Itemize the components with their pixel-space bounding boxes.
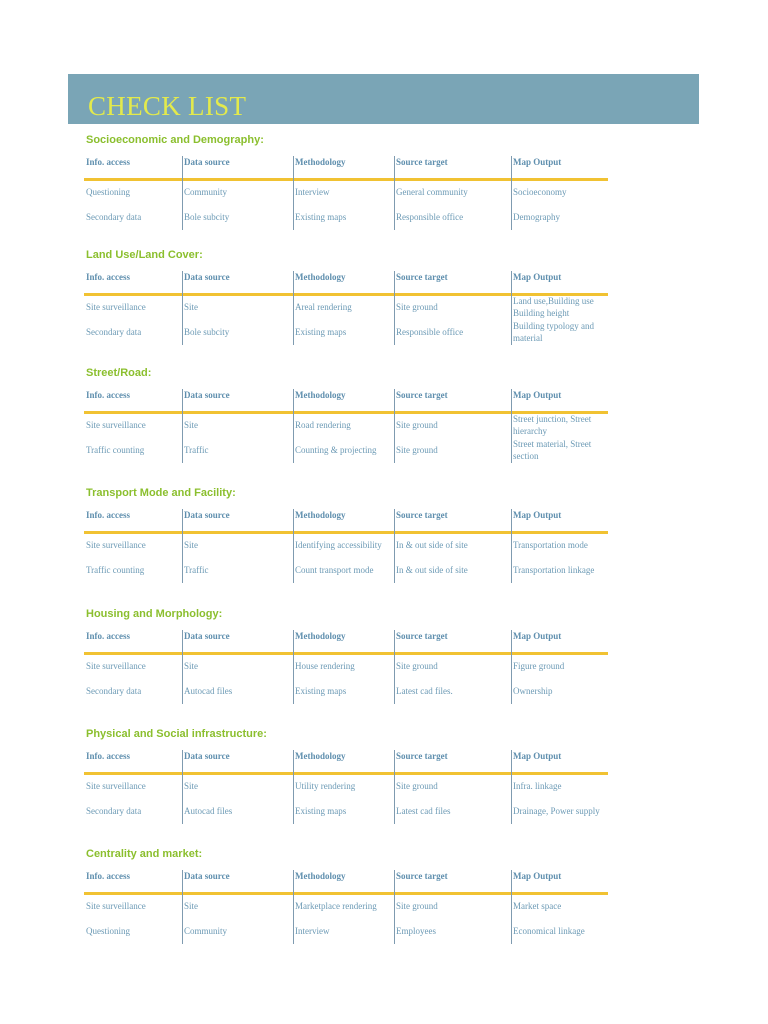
cell-text: Secondary data: [86, 806, 142, 816]
cell-text: Site ground: [396, 901, 438, 911]
column-divider: [511, 509, 512, 583]
column-header: Data source: [184, 510, 230, 520]
checklist-table: [84, 624, 608, 704]
column-header: Info. access: [86, 751, 130, 761]
cell-text: Site: [184, 901, 199, 911]
table-cell: [184, 894, 289, 918]
table-cell: [295, 295, 391, 319]
cell-text: Autocad files: [184, 806, 233, 816]
section-title: Centrality and market:: [86, 848, 203, 860]
table-cell: [513, 205, 608, 229]
table-cell: [295, 533, 391, 557]
section-title: Housing and Morphology:: [86, 608, 223, 620]
cell-text: Interview: [295, 187, 330, 197]
cell-text: Secondary data: [86, 686, 142, 696]
column-header: Data source: [184, 631, 230, 641]
table-cell: [86, 894, 178, 918]
column-header: Info. access: [86, 157, 130, 167]
cell-text: Site: [184, 302, 199, 312]
column-divider: [511, 389, 512, 463]
column-divider: [293, 630, 294, 704]
table-cell: [513, 919, 608, 943]
table-cell: [184, 295, 289, 319]
cell-text: Traffic: [184, 565, 209, 575]
column-header: Source target: [396, 157, 448, 167]
checklist-table: [84, 864, 608, 944]
column-divider: [182, 509, 183, 583]
table-cell: [184, 320, 289, 344]
cell-text: Responsible office: [396, 212, 464, 222]
column-header: Methodology: [295, 871, 346, 881]
table-cell: [295, 894, 391, 918]
column-divider: [182, 750, 183, 824]
table-cell: [184, 774, 289, 798]
cell-text: Site surveillance: [86, 540, 146, 550]
cell-text: Market space: [513, 901, 562, 911]
cell-text: In & out side of site: [396, 540, 468, 550]
column-divider: [293, 750, 294, 824]
cell-text: Bole subcity: [184, 212, 230, 222]
table-cell: [86, 533, 178, 557]
section-title: Socioeconomic and Demography:: [86, 134, 264, 146]
cell-text: Community: [184, 187, 228, 197]
column-divider: [511, 156, 512, 230]
table-cell: [396, 919, 508, 943]
cell-text: Existing maps: [295, 686, 347, 696]
column-header: Data source: [184, 157, 230, 167]
column-divider: [293, 389, 294, 463]
table-cell: [396, 205, 508, 229]
cell-text: Figure ground: [513, 661, 565, 671]
cell-text: Site: [184, 661, 199, 671]
table-cell: [396, 180, 508, 204]
table-cell: [86, 320, 178, 344]
table-cell: [295, 413, 391, 437]
table-cell: [396, 295, 508, 319]
table-cell: [396, 438, 508, 462]
cell-text: Site surveillance: [86, 781, 146, 791]
table-cell: [513, 413, 608, 437]
cell-text: Site: [184, 540, 199, 550]
column-divider: [394, 389, 395, 463]
column-divider: [293, 156, 294, 230]
cell-text: Demography: [513, 212, 560, 222]
table-cell: [184, 558, 289, 582]
table-cell: [396, 774, 508, 798]
table-cell: [86, 558, 178, 582]
table-cell: [513, 679, 608, 703]
cell-text: Responsible office: [396, 327, 464, 337]
cell-text: Traffic counting: [86, 445, 145, 455]
cell-text: In & out side of site: [396, 565, 468, 575]
table-cell: [513, 533, 608, 557]
cell-text: Utility rendering: [295, 781, 356, 791]
table-cell: [295, 774, 391, 798]
cell-text: Questioning: [86, 187, 130, 197]
table-cell: [396, 533, 508, 557]
cell-text: Questioning: [86, 926, 130, 936]
cell-text: Employees: [396, 926, 436, 936]
table-cell: [396, 799, 508, 823]
table-cell: [184, 438, 289, 462]
cell-text: Traffic: [184, 445, 209, 455]
cell-text: Drainage, Power supply: [513, 806, 600, 816]
cell-text: House rendering: [295, 661, 355, 671]
column-header: Source target: [396, 751, 448, 761]
cell-text: Identifying accessibility: [295, 540, 382, 550]
table-cell: [295, 558, 391, 582]
cell-text: Site ground: [396, 420, 438, 430]
checklist-table: [84, 503, 608, 583]
column-header: Methodology: [295, 157, 346, 167]
table-cell: [396, 413, 508, 437]
cell-text: Land use,Building use Building height: [513, 296, 594, 318]
checklist-table: [84, 265, 608, 345]
cell-text: Ownership: [513, 686, 553, 696]
column-header: Map Output: [513, 272, 562, 282]
checklist-table: [84, 150, 608, 230]
cell-text: Building typology and material: [513, 321, 594, 343]
cell-text: Transportation linkage: [513, 565, 595, 575]
cell-text: Site: [184, 420, 199, 430]
table-cell: [86, 413, 178, 437]
cell-text: Traffic counting: [86, 565, 145, 575]
column-header: Map Output: [513, 871, 562, 881]
column-divider: [182, 156, 183, 230]
column-header: Methodology: [295, 751, 346, 761]
table-cell: [86, 774, 178, 798]
column-divider: [511, 271, 512, 345]
cell-text: Secondary data: [86, 327, 142, 337]
column-divider: [182, 870, 183, 944]
column-divider: [394, 630, 395, 704]
column-header: Map Output: [513, 157, 562, 167]
column-header: Source target: [396, 510, 448, 520]
column-divider: [182, 389, 183, 463]
cell-text: Socioeconomy: [513, 187, 567, 197]
cell-text: Street material, Street section: [513, 439, 592, 461]
cell-text: Site ground: [396, 661, 438, 671]
cell-text: Latest cad files: [396, 806, 451, 816]
column-header: Methodology: [295, 272, 346, 282]
table-cell: [184, 533, 289, 557]
section-title: Transport Mode and Facility:: [86, 487, 236, 499]
table-cell: [513, 894, 608, 918]
table-cell: [295, 438, 391, 462]
table-cell: [513, 438, 608, 462]
cell-text: Existing maps: [295, 327, 347, 337]
table-cell: [396, 558, 508, 582]
column-header: Methodology: [295, 390, 346, 400]
cell-text: Community: [184, 926, 228, 936]
table-cell: [184, 919, 289, 943]
column-divider: [293, 509, 294, 583]
table-cell: [295, 180, 391, 204]
table-cell: [86, 679, 178, 703]
table-cell: [295, 205, 391, 229]
cell-text: Transportation mode: [513, 540, 588, 550]
table-cell: [86, 919, 178, 943]
table-cell: [86, 180, 178, 204]
cell-text: General community: [396, 187, 468, 197]
table-cell: [184, 679, 289, 703]
column-header: Methodology: [295, 510, 346, 520]
section-title: Street/Road:: [86, 367, 152, 379]
cell-text: Street junction, Street hierarchy: [513, 414, 592, 436]
cell-text: Marketplace rendering: [295, 901, 377, 911]
column-divider: [394, 271, 395, 345]
page-title: CHECK LIST: [88, 91, 247, 121]
column-header: Data source: [184, 272, 230, 282]
table-cell: [513, 774, 608, 798]
table-cell: [396, 679, 508, 703]
column-divider: [394, 750, 395, 824]
column-divider: [511, 750, 512, 824]
column-header: Info. access: [86, 272, 130, 282]
cell-text: Site surveillance: [86, 901, 146, 911]
table-cell: [86, 205, 178, 229]
column-header: Map Output: [513, 390, 562, 400]
cell-text: Bole subcity: [184, 327, 230, 337]
column-divider: [511, 630, 512, 704]
title-banner: [68, 74, 699, 124]
cell-text: Existing maps: [295, 212, 347, 222]
cell-text: Existing maps: [295, 806, 347, 816]
column-divider: [293, 870, 294, 944]
cell-text: Infra. linkage: [513, 781, 562, 791]
table-cell: [396, 894, 508, 918]
table-cell: [295, 799, 391, 823]
column-header: Data source: [184, 871, 230, 881]
table-cell: [184, 799, 289, 823]
table-cell: [184, 654, 289, 678]
table-cell: [86, 295, 178, 319]
table-cell: [86, 799, 178, 823]
cell-text: Counting & projecting: [295, 445, 377, 455]
column-header: Source target: [396, 390, 448, 400]
table-cell: [295, 320, 391, 344]
table-cell: [513, 558, 608, 582]
table-cell: [396, 320, 508, 344]
table-cell: [513, 320, 608, 344]
cell-text: Areal rendering: [295, 302, 352, 312]
table-cell: [513, 180, 608, 204]
column-header: Source target: [396, 631, 448, 641]
table-cell: [86, 654, 178, 678]
cell-text: Site: [184, 781, 199, 791]
section-title: Physical and Social infrastructure:: [86, 728, 267, 740]
column-divider: [182, 271, 183, 345]
column-header: Info. access: [86, 390, 130, 400]
cell-text: Interview: [295, 926, 330, 936]
table-cell: [295, 679, 391, 703]
column-header: Data source: [184, 751, 230, 761]
table-cell: [513, 295, 608, 319]
table-cell: [184, 413, 289, 437]
cell-text: Latest cad files.: [396, 686, 453, 696]
column-header: Methodology: [295, 631, 346, 641]
column-header: Source target: [396, 272, 448, 282]
cell-text: Site surveillance: [86, 302, 146, 312]
column-divider: [394, 509, 395, 583]
column-divider: [394, 156, 395, 230]
cell-text: Site ground: [396, 302, 438, 312]
table-cell: [295, 654, 391, 678]
table-cell: [513, 654, 608, 678]
column-divider: [394, 870, 395, 944]
column-header: Map Output: [513, 751, 562, 761]
table-cell: [513, 799, 608, 823]
cell-text: Count transport mode: [295, 565, 374, 575]
section-title: Land Use/Land Cover:: [86, 249, 203, 261]
checklist-table: [84, 383, 608, 463]
column-divider: [293, 271, 294, 345]
cell-text: Autocad files: [184, 686, 233, 696]
column-header: Source target: [396, 871, 448, 881]
table-cell: [184, 205, 289, 229]
table-cell: [86, 438, 178, 462]
table-cell: [295, 919, 391, 943]
column-divider: [511, 870, 512, 944]
column-header: Info. access: [86, 631, 130, 641]
column-header: Info. access: [86, 510, 130, 520]
table-cell: [396, 654, 508, 678]
column-header: Info. access: [86, 871, 130, 881]
cell-text: Site ground: [396, 445, 438, 455]
cell-text: Site surveillance: [86, 420, 146, 430]
cell-text: Site ground: [396, 781, 438, 791]
column-divider: [182, 630, 183, 704]
column-header: Map Output: [513, 510, 562, 520]
cell-text: Economical linkage: [513, 926, 585, 936]
table-cell: [184, 180, 289, 204]
cell-text: Road rendering: [295, 420, 351, 430]
cell-text: Secondary data: [86, 212, 142, 222]
column-header: Data source: [184, 390, 230, 400]
checklist-table: [84, 744, 608, 824]
cell-text: Site surveillance: [86, 661, 146, 671]
column-header: Map Output: [513, 631, 562, 641]
